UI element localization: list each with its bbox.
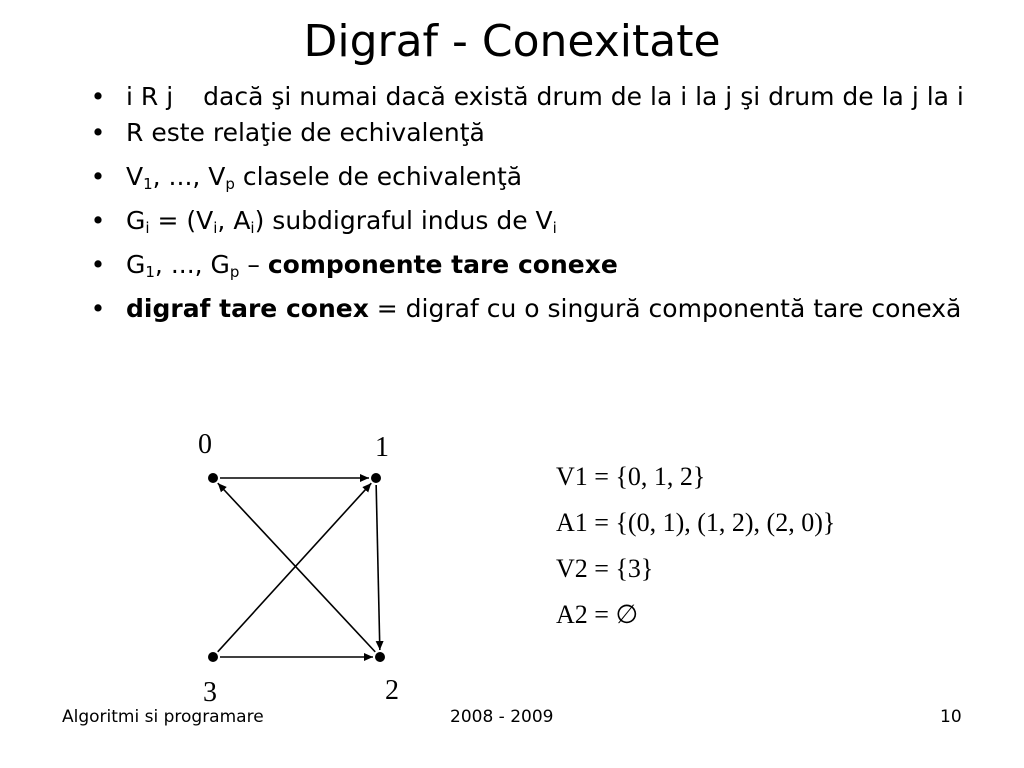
graph-g-symbol: G (126, 250, 146, 279)
relation-symbol: i R j (126, 82, 174, 111)
subscript: i (250, 219, 255, 237)
graph-g-symbol: G (126, 206, 146, 235)
edges (218, 478, 380, 657)
formula-text: , A (217, 206, 251, 235)
set-a2: A2 = ∅ (556, 600, 639, 629)
footer-course: Algoritmi si programare (62, 707, 264, 727)
edge-2-0 (218, 483, 375, 652)
edge-3-1 (218, 483, 372, 652)
component-sets (556, 462, 976, 646)
bullet-dot-icon: • (90, 162, 106, 191)
components-term: componente tare conexe (267, 250, 618, 279)
node-0 (208, 473, 218, 483)
subscript: p (229, 263, 240, 281)
classes-text: clasele de echivalenţă (234, 162, 523, 191)
subscript: i (145, 219, 150, 237)
subscript: i (213, 219, 218, 237)
bullet-relation-definition (88, 82, 988, 112)
node-label-1: 1 (375, 432, 389, 463)
bullet-list (88, 82, 988, 338)
class-v-symbol: V (126, 162, 144, 191)
bullet-strongly-connected (88, 294, 988, 324)
footer-years: 2008 - 2009 (450, 707, 554, 727)
bullet-dot-icon: • (90, 250, 106, 279)
subscript: p (225, 175, 235, 193)
ellipsis-text: , ..., (152, 162, 209, 191)
subscript: 1 (145, 263, 155, 281)
footer-page-number: 10 (940, 707, 962, 727)
node-label-2: 2 (385, 675, 399, 706)
relation-definition-text: dacă şi numai dacă există drum de la i la j şi drum de la j la i (203, 82, 964, 111)
nodes (208, 473, 385, 662)
bullet-dot-icon: • (90, 82, 106, 111)
equivalence-text: R este relaţie de echivalenţă (126, 118, 485, 147)
formula-text: ) subdigraful indus de V (254, 206, 553, 235)
bullet-equivalence-classes (88, 162, 988, 192)
strongly-connected-term: digraf tare conex (126, 294, 369, 323)
bullet-equivalence (88, 118, 988, 148)
formula-text: = (V (149, 206, 214, 235)
node-label-0: 0 (198, 429, 212, 460)
class-v-symbol: V (208, 162, 226, 191)
set-v1: V1 = {0, 1, 2} (556, 462, 706, 491)
bullet-dot-icon: • (90, 294, 106, 323)
bullet-dot-icon: • (90, 206, 106, 235)
slide-title: Digraf - Conexitate (303, 16, 721, 67)
bullet-dot-icon: • (90, 118, 106, 147)
node-2 (375, 652, 385, 662)
edge-1-2 (376, 485, 380, 650)
bullet-components (88, 250, 988, 280)
ellipsis-text: , ..., G (154, 250, 230, 279)
set-a1: A1 = {(0, 1), (1, 2), (2, 0)} (556, 508, 836, 537)
node-label-3: 3 (203, 677, 217, 708)
dash-text: – (239, 250, 268, 279)
node-1 (371, 473, 381, 483)
set-v2: V2 = {3} (556, 554, 654, 583)
node-3 (208, 652, 218, 662)
bullet-induced-subdigraph (88, 206, 988, 236)
strongly-connected-definition: = digraf cu o singură componentă tare conexă (368, 294, 962, 323)
subscript: i (552, 219, 557, 237)
subscript: 1 (143, 175, 153, 193)
